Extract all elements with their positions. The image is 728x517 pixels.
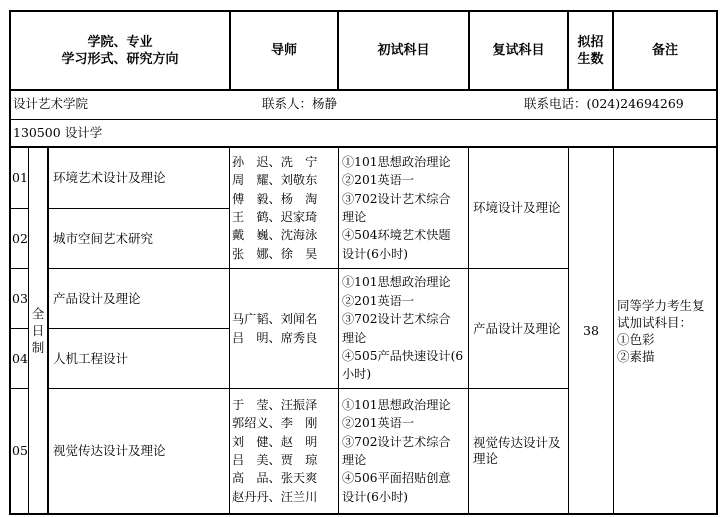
exam-line: ②201英语一 xyxy=(342,173,415,188)
header-advisor: 导师 xyxy=(270,43,297,58)
advisor-list xyxy=(232,148,337,268)
advisor-list xyxy=(232,269,337,388)
exam-line: ①101思想政治理论 xyxy=(342,154,451,169)
college-contact: 联系人：杨静 xyxy=(262,96,338,111)
direction-code: 01 xyxy=(12,170,28,185)
advisor-line: 傅 毅、杨 淘 xyxy=(232,191,318,206)
direction-code: 03 xyxy=(12,290,28,306)
row-divider xyxy=(9,119,718,120)
advisor-list xyxy=(232,389,337,513)
advisor-line: 吕 美、贾 琼 xyxy=(232,453,318,467)
exam-list xyxy=(342,148,468,268)
retest-line: 理论 xyxy=(473,451,499,466)
advisor-line: 周 耀、刘敬东 xyxy=(232,173,318,188)
header-quota-line2: 生数 xyxy=(577,51,604,67)
exam-line: ④506平面招贴创意 xyxy=(342,471,451,486)
note-line: ①色彩 xyxy=(617,331,655,347)
advisor-line: 吕 明、席秀良 xyxy=(232,330,318,345)
advisor-line: 刘 健、赵 明 xyxy=(232,434,318,449)
note-line: 同等学力考生复 xyxy=(617,297,705,313)
header-college-line1: 学院、专业 xyxy=(87,34,153,50)
col-divider xyxy=(468,146,469,515)
study-form-char: 制 xyxy=(31,340,45,355)
header-retest: 复试科目 xyxy=(492,43,545,58)
exam-line: ③702设计艺术综合 xyxy=(342,191,451,206)
exam-line: ①101思想政治理论 xyxy=(342,275,451,290)
advisor-line: 马广韬、刘闻名 xyxy=(232,312,318,327)
direction-name: 环境艺术设计及理论 xyxy=(53,170,166,185)
advisor-line: 赵丹丹、汪兰川 xyxy=(232,489,318,504)
exam-line: ②201英语一 xyxy=(342,416,415,431)
table-border xyxy=(716,10,718,515)
direction-name: 人机工程设计 xyxy=(53,350,129,366)
header-notes: 备注 xyxy=(651,43,678,58)
quota-value: 38 xyxy=(583,322,599,338)
exam-line: ④504环境艺术快题 xyxy=(342,228,451,243)
header-college xyxy=(11,12,229,89)
advisor-line: 高 品、张天爽 xyxy=(232,471,318,486)
retest-line: 视觉传达设计及 xyxy=(473,435,561,450)
study-form-char: 日 xyxy=(31,323,45,338)
exam-line: 小时) xyxy=(342,367,372,382)
direction-code: 02 xyxy=(12,230,28,246)
exam-line: 设计(6小时) xyxy=(342,246,409,261)
direction-code: 04 xyxy=(12,350,28,366)
col-divider xyxy=(47,146,49,515)
exam-line: ①101思想政治理论 xyxy=(342,397,451,412)
note-line: ②素描 xyxy=(617,348,655,364)
header-initial-exam: 初试科目 xyxy=(377,43,430,58)
college-phone: 联系电话：(024)24694269 xyxy=(524,96,684,111)
exam-line: 理论 xyxy=(342,210,367,224)
advisor-line: 张 娜、徐 昊 xyxy=(232,246,318,261)
exam-line: 设计(6小时) xyxy=(342,489,409,504)
direction-name: 城市空间艺术研究 xyxy=(53,230,154,246)
direction-name: 视觉传达设计及理论 xyxy=(53,443,166,458)
advisor-line: 戴 巍、沈海泳 xyxy=(232,228,318,243)
advisor-line: 孙 迟、冼 宁 xyxy=(232,154,318,169)
table-border xyxy=(9,513,718,515)
note-text xyxy=(617,148,716,513)
advisor-line: 郭绍义、李 刚 xyxy=(232,416,318,431)
study-form-char: 全 xyxy=(31,306,45,321)
advisor-line: 王 鹤、迟家琦 xyxy=(232,210,318,224)
header-quota xyxy=(569,12,612,89)
col-divider xyxy=(229,146,230,515)
exam-line: ③702设计艺术综合 xyxy=(342,312,451,327)
exam-list xyxy=(342,269,468,388)
col-divider xyxy=(613,146,614,515)
exam-list xyxy=(342,389,468,513)
exam-line: 理论 xyxy=(342,453,367,467)
retest-subject: 产品设计及理论 xyxy=(473,320,561,336)
direction-name: 产品设计及理论 xyxy=(53,290,141,306)
study-form xyxy=(29,148,47,513)
direction-code: 05 xyxy=(12,443,28,458)
exam-line: ②201英语一 xyxy=(342,293,415,308)
college-name: 设计艺术学院 xyxy=(13,96,89,111)
exam-line: 理论 xyxy=(342,330,367,345)
note-line: 试加试科目： xyxy=(617,314,693,330)
advisor-line: 于 莹、汪振泽 xyxy=(232,397,318,412)
exam-line: ④505产品快速设计(6 xyxy=(342,348,464,363)
major-code: 130500 设计学 xyxy=(13,125,103,140)
header-quota-line1: 拟招 xyxy=(577,34,604,50)
retest-subject: 环境设计及理论 xyxy=(473,200,561,215)
header-college-line2: 学习形式、研究方向 xyxy=(61,51,179,67)
exam-line: ③702设计艺术综合 xyxy=(342,434,451,449)
retest-subject xyxy=(473,389,568,513)
col-divider xyxy=(338,146,339,515)
